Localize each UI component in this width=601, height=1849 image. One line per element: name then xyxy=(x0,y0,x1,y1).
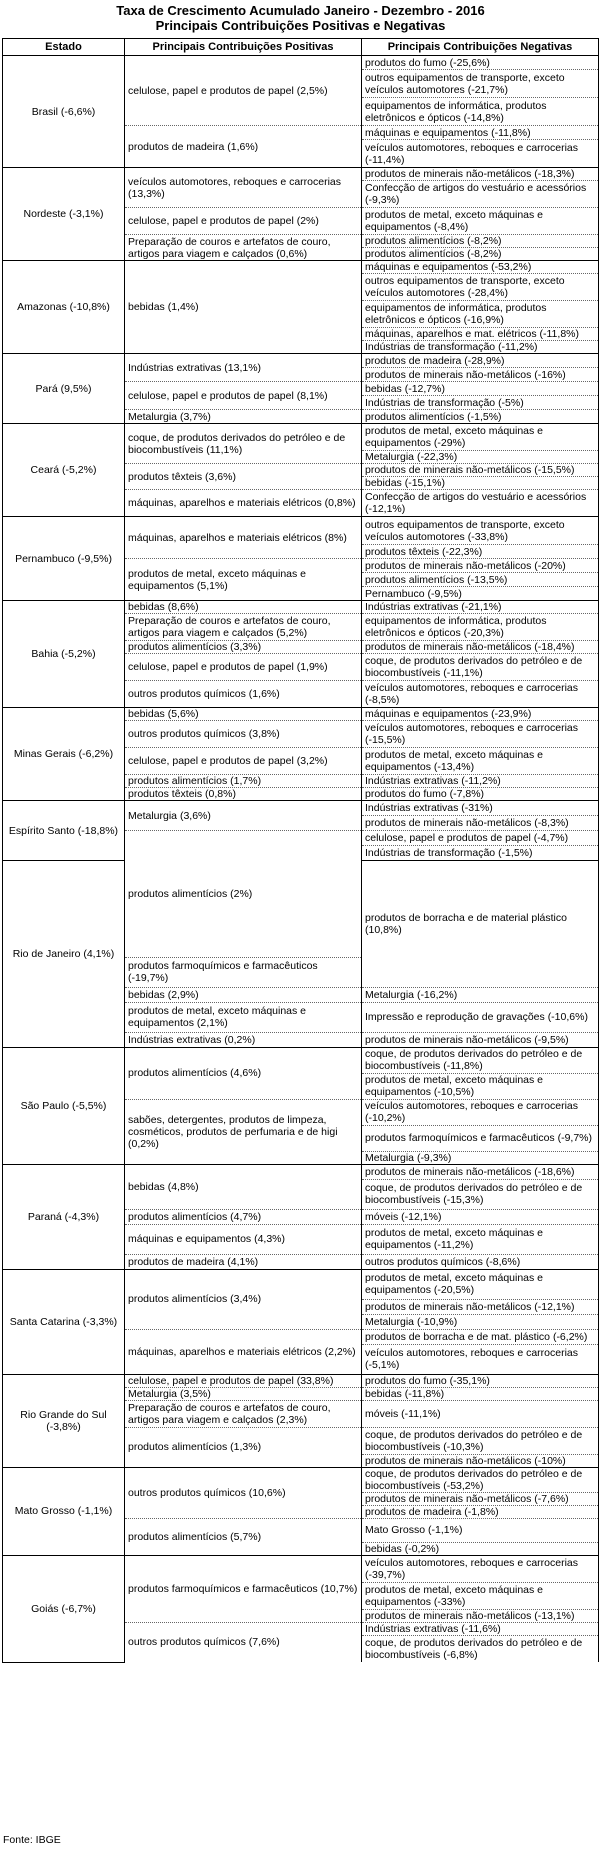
table-header-row xyxy=(3,39,599,56)
contributions-table xyxy=(2,38,599,1663)
positive-contribution-cell: produtos alimentícios (4,6%) xyxy=(125,1047,362,1099)
negative-contribution-cell: móveis (-12,1%) xyxy=(362,1209,599,1224)
state-cell: Paraná (-4,3%) xyxy=(3,1164,125,1269)
negative-contribution-cell: bebidas (-12,7%) xyxy=(362,382,599,396)
table-row xyxy=(3,601,599,614)
positive-contribution-cell: produtos alimentícios (4,7%) xyxy=(125,1209,362,1224)
negative-contribution-cell: produtos farmoquímicos e farmacêuticos (-19,7%) xyxy=(125,957,362,987)
positive-contribution-cell: produtos alimentícios (3,4%) xyxy=(125,1269,362,1329)
header-estado: Estado xyxy=(3,39,125,56)
table-row xyxy=(3,1374,599,1387)
negative-contribution-cell: produtos de minerais não-metálicos (-16%) xyxy=(362,368,599,382)
negative-contribution-cell: coque, de produtos derivados do petróleo e de biocombustíveis (-6,8%) xyxy=(362,1635,599,1662)
negative-contribution-cell: Mato Grosso (-1,1%) xyxy=(362,1518,599,1542)
negative-contribution-cell: Metalurgia (-9,3%) xyxy=(362,1151,599,1164)
negative-contribution-cell: veículos automotores, reboques e carrocerias (-8,5%) xyxy=(362,681,599,708)
negative-contribution-cell: Confecção de artigos do vestuário e acessórios (-12,1%) xyxy=(362,490,599,517)
negative-contribution-cell: produtos de minerais não-metálicos (-9,5%) xyxy=(362,1032,599,1047)
negative-contribution-cell: Metalurgia (-10,9%) xyxy=(362,1314,599,1329)
negative-contribution-cell: bebidas (-0,2%) xyxy=(362,1542,599,1555)
negative-contribution-cell: produtos alimentícios (-13,5%) xyxy=(362,573,599,587)
positive-contribution-cell: Indústrias extrativas (0,2%) xyxy=(125,1032,362,1047)
table-row xyxy=(3,1047,599,1073)
positive-contribution-cell: produtos alimentícios (1,3%) xyxy=(125,1427,362,1467)
state-cell: Minas Gerais (-6,2%) xyxy=(3,708,125,801)
table-row xyxy=(3,354,599,368)
state-cell: Nordeste (-3,1%) xyxy=(3,168,125,261)
title-line-1: Taxa de Crescimento Acumulado Janeiro - Dezembro - 2016 xyxy=(116,3,485,18)
negative-contribution-cell: máquinas e equipamentos (-53,2%) xyxy=(362,261,599,274)
negative-contribution-cell: outros produtos químicos (-8,6%) xyxy=(362,1254,599,1269)
positive-contribution-cell: Preparação de couros e artefatos de couro, artigos para viagem e calçados (5,2%) xyxy=(125,614,362,641)
positive-contribution-cell: Metalurgia (3,6%) xyxy=(125,801,362,831)
negative-contribution-cell: produtos do fumo (-35,1%) xyxy=(362,1374,599,1387)
negative-contribution-cell: produtos de metal, exceto máquinas e equipamentos (-20,5%) xyxy=(362,1269,599,1299)
positive-contribution-cell: máquinas, aparelhos e materiais elétricos (2,2%) xyxy=(125,1329,362,1374)
positive-contribution-cell: produtos farmoquímicos e farmacêuticos (10,7%) xyxy=(125,1555,362,1622)
positive-contribution-cell: celulose, papel e produtos de papel (8,1%) xyxy=(125,382,362,410)
positive-contribution-cell: celulose, papel e produtos de papel (1,9%) xyxy=(125,654,362,681)
positive-contribution-cell: produtos de metal, exceto máquinas e equipamentos (5,1%) xyxy=(125,559,362,601)
negative-contribution-cell: produtos de minerais não-metálicos (-13,1%) xyxy=(362,1609,599,1622)
negative-contribution-cell: produtos de metal, exceto máquinas e equipamentos (-33%) xyxy=(362,1582,599,1609)
positive-contribution-cell: Metalurgia (3,5%) xyxy=(125,1387,362,1400)
positive-contribution-cell: produtos alimentícios (1,7%) xyxy=(125,775,362,788)
negative-contribution-cell: veículos automotores, reboques e carrocerias (-39,7%) xyxy=(362,1555,599,1582)
state-cell: Rio de Janeiro (4,1%) xyxy=(3,861,125,1048)
positive-contribution-cell: máquinas e equipamentos (4,3%) xyxy=(125,1224,362,1254)
negative-contribution-cell: Pernambuco (-9,5%) xyxy=(362,587,599,601)
table-row xyxy=(3,801,599,816)
negative-contribution-cell: produtos de metal, exceto máquinas e equipamentos (-29%) xyxy=(362,424,599,451)
negative-contribution-cell: Impressão e reprodução de gravações (-10,6%) xyxy=(362,1002,599,1032)
negative-contribution-cell: coque, de produtos derivados do petróleo e de biocombustíveis (-53,2%) xyxy=(362,1467,599,1492)
positive-contribution-cell: máquinas, aparelhos e materiais elétricos (8%) xyxy=(125,517,362,559)
table-row xyxy=(3,1555,599,1582)
negative-contribution-cell: celulose, papel e produtos de papel (-4,7%) xyxy=(362,831,599,846)
positive-contribution-cell: celulose, papel e produtos de papel (33,8%) xyxy=(125,1374,362,1387)
negative-contribution-cell: Indústrias extrativas (-11,6%) xyxy=(362,1622,599,1635)
negative-contribution-cell: veículos automotores, reboques e carrocerias (-11,4%) xyxy=(362,140,599,168)
state-cell: Pernambuco (-9,5%) xyxy=(3,517,125,601)
negative-contribution-cell: máquinas, aparelhos e mat. elétricos (-11,8%) xyxy=(362,328,599,341)
positive-contribution-cell: celulose, papel e produtos de papel (3,2%) xyxy=(125,748,362,775)
positive-contribution-cell: bebidas (4,8%) xyxy=(125,1164,362,1209)
negative-contribution-cell: bebidas (-11,8%) xyxy=(362,1387,599,1400)
negative-contribution-cell: produtos de minerais não-metálicos (-18,6%) xyxy=(362,1164,599,1179)
negative-contribution-cell: produtos farmoquímicos e farmacêuticos (-9,7%) xyxy=(362,1125,599,1151)
state-cell: Espírito Santo (-18,8%) xyxy=(3,801,125,861)
negative-contribution-cell: produtos do fumo (-25,6%) xyxy=(362,56,599,70)
negative-contribution-cell: Confecção de artigos do vestuário e acessórios (-9,3%) xyxy=(362,181,599,208)
negative-contribution-cell: produtos de borracha e de mat. plástico (-6,2%) xyxy=(362,1329,599,1344)
negative-contribution-cell: coque, de produtos derivados do petróleo e de biocombustíveis (-15,3%) xyxy=(362,1179,599,1209)
negative-contribution-cell: produtos de minerais não-metálicos (-15,5%) xyxy=(362,464,599,477)
negative-contribution-cell: produtos têxteis (-22,3%) xyxy=(362,545,599,559)
state-cell: Rio Grande do Sul (-3,8%) xyxy=(3,1374,125,1467)
positive-contribution-cell: veículos automotores, reboques e carrocerias (13,3%) xyxy=(125,168,362,208)
positive-contribution-cell: produtos têxteis (0,8%) xyxy=(125,788,362,801)
negative-contribution-cell: produtos de metal, exceto máquinas e equipamentos (-10,5%) xyxy=(362,1073,599,1099)
title-line-2: Principais Contribuições Positivas e Negativas xyxy=(155,18,446,33)
negative-contribution-cell: equipamentos de informática, produtos eletrônicos e ópticos (-20,3%) xyxy=(362,614,599,641)
negative-contribution-cell: produtos alimentícios (-8,2%) xyxy=(362,248,599,261)
negative-contribution-cell: produtos de minerais não-metálicos (-18,3%) xyxy=(362,168,599,181)
negative-contribution-cell: bebidas (-15,1%) xyxy=(362,477,599,490)
positive-contribution-cell: bebidas (8,6%) xyxy=(125,601,362,614)
table-row xyxy=(3,708,599,721)
positive-contribution-cell: Metalurgia (3,7%) xyxy=(125,410,362,424)
negative-contribution-cell: equipamentos de informática, produtos eletrônicos e ópticos (-14,8%) xyxy=(362,98,599,126)
positive-contribution-cell: produtos alimentícios (2%) xyxy=(125,831,362,958)
negative-contribution-cell: produtos de minerais não-metálicos (-7,6%) xyxy=(362,1492,599,1505)
negative-contribution-cell: máquinas e equipamentos (-11,8%) xyxy=(362,126,599,140)
positive-contribution-cell: produtos de borracha e de material plástico (10,8%) xyxy=(362,861,599,988)
negative-contribution-cell: coque, de produtos derivados do petróleo e de biocombustíveis (-10,3%) xyxy=(362,1427,599,1454)
negative-contribution-cell: produtos alimentícios (-8,2%) xyxy=(362,235,599,248)
positive-contribution-cell: bebidas (1,4%) xyxy=(125,261,362,354)
positive-contribution-cell: coque, de produtos derivados do petróleo e de biocombustíveis (11,1%) xyxy=(125,424,362,464)
positive-contribution-cell: máquinas, aparelhos e materiais elétricos (0,8%) xyxy=(125,490,362,517)
negative-contribution-cell: Indústrias extrativas (-21,1%) xyxy=(362,601,599,614)
positive-contribution-cell: produtos de metal, exceto máquinas e equipamentos (2,1%) xyxy=(125,1002,362,1032)
positive-contribution-cell: produtos alimentícios (3,3%) xyxy=(125,641,362,654)
negative-contribution-cell: veículos automotores, reboques e carrocerias (-5,1%) xyxy=(362,1344,599,1374)
negative-contribution-cell: produtos de minerais não-metálicos (-10%) xyxy=(362,1454,599,1467)
state-cell: Mato Grosso (-1,1%) xyxy=(3,1467,125,1555)
negative-contribution-cell: Indústrias de transformação (-11,2%) xyxy=(362,341,599,354)
state-cell: São Paulo (-5,5%) xyxy=(3,1047,125,1164)
table-row xyxy=(3,1164,599,1179)
positive-contribution-cell: sabões, detergentes, produtos de limpeza, cosméticos, produtos de perfumaria e de higi (0,2%) xyxy=(125,1099,362,1164)
header-positivas: Principais Contribuições Positivas xyxy=(125,39,362,56)
table-row xyxy=(3,56,599,70)
negative-contribution-cell: produtos do fumo (-7,8%) xyxy=(362,788,599,801)
negative-contribution-cell: outros equipamentos de transporte, exceto veículos automotores (-21,7%) xyxy=(362,70,599,98)
positive-contribution-cell: produtos têxteis (3,6%) xyxy=(125,464,362,490)
negative-contribution-cell: Indústrias de transformação (-1,5%) xyxy=(362,846,599,861)
negative-contribution-cell: coque, de produtos derivados do petróleo e de biocombustíveis (-11,1%) xyxy=(362,654,599,681)
table-row xyxy=(3,261,599,274)
positive-contribution-cell: Preparação de couros e artefatos de couro, artigos para viagem e calçados (0,6%) xyxy=(125,235,362,261)
positive-contribution-cell: outros produtos químicos (1,6%) xyxy=(125,681,362,708)
positive-contribution-cell: outros produtos químicos (3,8%) xyxy=(125,721,362,748)
negative-contribution-cell: produtos alimentícios (-1,5%) xyxy=(362,410,599,424)
negative-contribution-cell: veículos automotores, reboques e carrocerias (-10,2%) xyxy=(362,1099,599,1125)
positive-contribution-cell: celulose, papel e produtos de papel (2%) xyxy=(125,208,362,235)
negative-contribution-cell: outros equipamentos de transporte, exceto veículos automotores (-33,8%) xyxy=(362,517,599,545)
positive-contribution-cell: produtos de madeira (4,1%) xyxy=(125,1254,362,1269)
positive-contribution-cell: Preparação de couros e artefatos de couro, artigos para viagem e calçados (2,3%) xyxy=(125,1400,362,1427)
negative-contribution-cell: produtos de minerais não-metálicos (-18,4%) xyxy=(362,641,599,654)
negative-contribution-cell: coque, de produtos derivados do petróleo e de biocombustíveis (-11,8%) xyxy=(362,1047,599,1073)
negative-contribution-cell: outros equipamentos de transporte, exceto veículos automotores (-28,4%) xyxy=(362,274,599,301)
positive-contribution-cell: produtos de madeira (1,6%) xyxy=(125,126,362,168)
state-cell: Brasil (-6,6%) xyxy=(3,56,125,168)
state-cell: Amazonas (-10,8%) xyxy=(3,261,125,354)
negative-contribution-cell: Indústrias de transformação (-5%) xyxy=(362,396,599,410)
negative-contribution-cell: equipamentos de informática, produtos eletrônicos e ópticos (-16,9%) xyxy=(362,301,599,328)
state-cell: Bahia (-5,2%) xyxy=(3,601,125,708)
negative-contribution-cell: produtos de metal, exceto máquinas e equipamentos (-11,2%) xyxy=(362,1224,599,1254)
table-row xyxy=(3,424,599,451)
negative-contribution-cell: produtos de minerais não-metálicos (-12,1%) xyxy=(362,1299,599,1314)
positive-contribution-cell: Indústrias extrativas (13,1%) xyxy=(125,354,362,382)
negative-contribution-cell: produtos de madeira (-1,8%) xyxy=(362,1505,599,1518)
negative-contribution-cell: produtos de madeira (-28,9%) xyxy=(362,354,599,368)
negative-contribution-cell: produtos de minerais não-metálicos (-20%) xyxy=(362,559,599,573)
negative-contribution-cell: produtos de metal, exceto máquinas e equipamentos (-13,4%) xyxy=(362,748,599,775)
header-negativas: Principais Contribuições Negativas xyxy=(362,39,599,56)
table-row xyxy=(3,1269,599,1299)
negative-contribution-cell: Metalurgia (-22,3%) xyxy=(362,451,599,464)
negative-contribution-cell: veículos automotores, reboques e carrocerias (-15,5%) xyxy=(362,721,599,748)
negative-contribution-cell: Indústrias extrativas (-31%) xyxy=(362,801,599,816)
state-cell: Santa Catarina (-3,3%) xyxy=(3,1269,125,1374)
negative-contribution-cell: produtos de minerais não-metálicos (-8,3%) xyxy=(362,816,599,831)
negative-contribution-cell: máquinas e equipamentos (-23,9%) xyxy=(362,708,599,721)
positive-contribution-cell: produtos alimentícios (5,7%) xyxy=(125,1518,362,1555)
positive-contribution-cell: outros produtos químicos (10,6%) xyxy=(125,1467,362,1518)
negative-contribution-cell: Metalurgia (-16,2%) xyxy=(362,987,599,1002)
page-title xyxy=(0,3,601,33)
table-row xyxy=(3,168,599,181)
state-cell: Pará (9,5%) xyxy=(3,354,125,424)
source-footer: Fonte: IBGE xyxy=(3,1834,61,1846)
positive-contribution-cell: bebidas (5,6%) xyxy=(125,708,362,721)
positive-contribution-cell: bebidas (2,9%) xyxy=(125,987,362,1002)
table-body xyxy=(3,56,599,1663)
negative-contribution-cell: Indústrias extrativas (-11,2%) xyxy=(362,775,599,788)
positive-contribution-cell: celulose, papel e produtos de papel (2,5%) xyxy=(125,56,362,126)
positive-contribution-cell: outros produtos químicos (7,6%) xyxy=(125,1622,362,1662)
negative-contribution-cell: produtos de metal, exceto máquinas e equipamentos (-8,4%) xyxy=(362,208,599,235)
negative-contribution-cell: móveis (-11,1%) xyxy=(362,1400,599,1427)
table-row xyxy=(3,1467,599,1492)
state-cell: Goiás (-6,7%) xyxy=(3,1555,125,1662)
state-cell: Ceará (-5,2%) xyxy=(3,424,125,517)
table-row xyxy=(3,517,599,545)
